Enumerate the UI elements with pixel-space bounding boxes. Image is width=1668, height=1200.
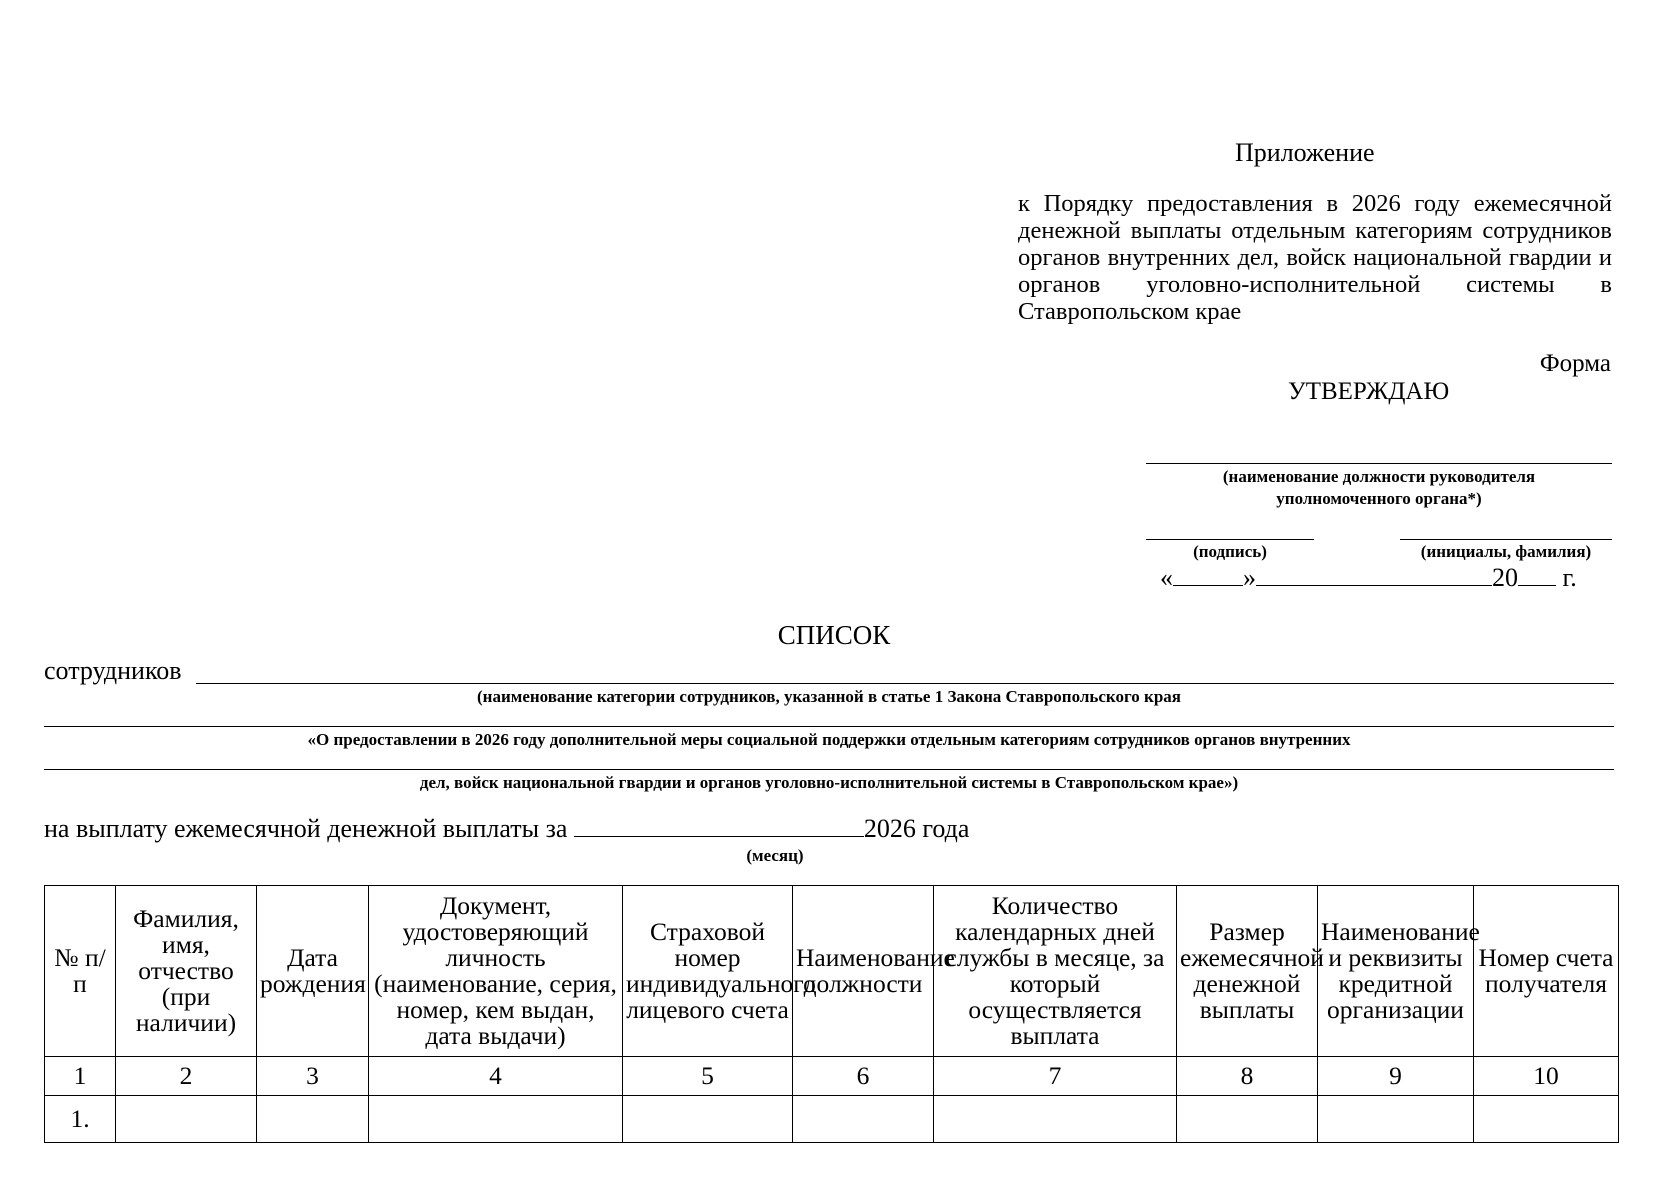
category-caption-2: «О предоставлении в 2026 году дополнительной меры социальной поддержки отдельным категориям сотрудников органов внутренних [307, 730, 1351, 749]
payment-month-blank[interactable] [574, 812, 864, 837]
category-caption-3: дел, войск национальной гвардии и органов уголовно-исполнительной системы в Ставропольском крае») [419, 773, 1239, 792]
initials-caption: (инициалы, фамилия) [1420, 542, 1592, 561]
category-line-2[interactable] [44, 726, 1614, 727]
header-cell: Наименование и реквизиты кредитной организации [1318, 886, 1474, 1057]
row-number-cell: 1. [45, 1096, 116, 1143]
employee-list-table [44, 885, 1619, 1143]
initials-line[interactable] [1400, 539, 1612, 540]
header-cell: Количество календарных дней службы в месяце, за который осуществляется выплата [934, 886, 1177, 1057]
column-number: 7 [934, 1057, 1177, 1096]
header-cell: Наименование должности [793, 886, 934, 1057]
birth-date-cell[interactable] [257, 1096, 369, 1143]
insurance-number-cell[interactable] [623, 1096, 793, 1143]
header-cell: Дата рождения [257, 886, 369, 1057]
date-day-blank[interactable] [1173, 561, 1243, 586]
header-cell: № п/п [45, 886, 116, 1057]
official-position-line[interactable] [1146, 463, 1612, 464]
column-number: 5 [623, 1057, 793, 1096]
category-line-1[interactable] [196, 683, 1614, 684]
signature-line[interactable] [1146, 539, 1314, 540]
signature-caption: (подпись) [1193, 542, 1267, 561]
column-number: 9 [1318, 1057, 1474, 1096]
header-cell: Документ, удостоверяющий личность (наименование, серия, номер, кем выдан, дата выдачи) [369, 886, 623, 1057]
payment-amount-cell[interactable] [1177, 1096, 1318, 1143]
category-line-3[interactable] [44, 769, 1614, 770]
column-number: 2 [116, 1057, 257, 1096]
date-month-blank[interactable] [1256, 561, 1492, 586]
payment-suffix: 2026 года [863, 814, 970, 843]
date-open-quote: « [1160, 563, 1173, 592]
bank-details-cell[interactable] [1318, 1096, 1474, 1143]
category-caption-1: (наименование категории сотрудников, указанной в статье 1 Закона Ставропольского края [477, 687, 1181, 706]
appendix-title: Приложение [1235, 138, 1375, 167]
employees-label: сотрудников [44, 656, 182, 685]
header-cell: Номер счета получателя [1474, 886, 1619, 1057]
header-cell: Страховой номер индивидуального лицевого счета [623, 886, 793, 1057]
date-year-blank[interactable] [1518, 561, 1556, 586]
payment-period-line [44, 812, 969, 844]
column-number-row [45, 1057, 1619, 1096]
service-days-cell[interactable] [934, 1096, 1177, 1143]
column-number: 3 [257, 1057, 369, 1096]
official-caption-line-1: (наименование должности руководителя [1222, 467, 1536, 486]
appendix-text: к Порядку предоставления в 2026 году ежемесячной денежной выплаты отдельным категориям сотрудников органов внутренних дел, войск национальной гвардии и органов уголовно-исполнительной системы в Ставропольском крае [1018, 190, 1612, 325]
table-header-row [45, 886, 1619, 1057]
table-row [45, 1096, 1619, 1143]
column-number: 1 [45, 1057, 116, 1096]
position-cell[interactable] [793, 1096, 934, 1143]
list-title: СПИСОК [777, 620, 891, 650]
date-close-quote: » [1243, 563, 1256, 592]
account-number-cell[interactable] [1474, 1096, 1619, 1143]
official-position-caption [1146, 466, 1612, 510]
payment-prefix: на выплату ежемесячной денежной выплаты за [44, 814, 568, 843]
column-number: 8 [1177, 1057, 1318, 1096]
form-label: Форма [1539, 350, 1611, 377]
approve-label: УТВЕРЖДАЮ [1288, 378, 1450, 405]
identity-document-cell[interactable] [369, 1096, 623, 1143]
date-year-prefix: 20 [1492, 563, 1518, 592]
month-caption: (месяц) [746, 846, 804, 865]
column-number: 4 [369, 1057, 623, 1096]
column-number: 6 [793, 1057, 934, 1096]
date-year-suffix: г. [1562, 563, 1577, 592]
official-caption-line-2: уполномоченного органа*) [1276, 489, 1482, 508]
approval-date-line [1160, 561, 1577, 593]
header-cell: Размер ежемесячной денежной выплаты [1177, 886, 1318, 1057]
full-name-cell[interactable] [116, 1096, 257, 1143]
header-cell: Фамилия, имя, отчество (при наличии) [116, 886, 257, 1057]
column-number: 10 [1474, 1057, 1619, 1096]
